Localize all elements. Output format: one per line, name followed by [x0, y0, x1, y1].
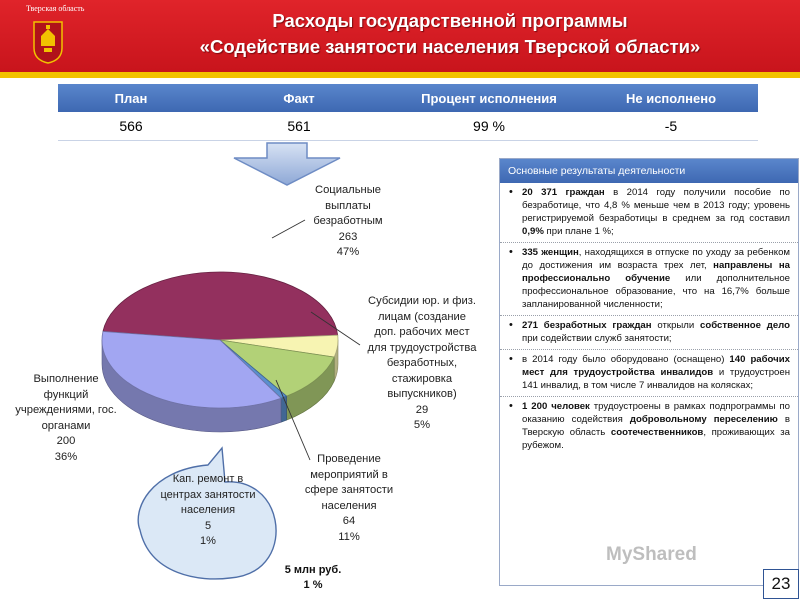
bold-text: 271 безработных граждан — [522, 320, 652, 331]
slice-label-repair — [152, 472, 264, 550]
bold-text: 335 женщин — [522, 247, 579, 258]
slice-label-events — [296, 452, 402, 545]
bold-text: 20 371 граждан — [522, 187, 605, 198]
label-line: доп. рабочих мест — [374, 326, 470, 338]
column-header-percent: Процент исполнения — [394, 84, 584, 112]
percent-label: 11% — [338, 530, 360, 543]
budget-annotation — [268, 563, 358, 593]
slice-label-social — [300, 183, 396, 261]
percent-label: 36% — [54, 450, 78, 463]
label-line: Социальные — [315, 184, 381, 196]
list-item — [500, 350, 798, 397]
percent-label: 47% — [336, 246, 360, 258]
column-header-fact: Факт — [204, 84, 394, 112]
list-item — [500, 397, 798, 456]
region-label: Тверская область — [26, 4, 85, 13]
text: , находящихся в отпуске по уходу за ребенком до достижения им возраста трех лет, — [522, 247, 790, 271]
label-line: Кап. ремонт в — [172, 473, 244, 485]
cell-plan: 566 — [58, 112, 204, 141]
cell-percent: 99 % — [394, 112, 584, 141]
text: при плане 1 %; — [543, 226, 614, 237]
column-header-unfulfilled: Не исполнено — [584, 84, 758, 112]
label-line: населения — [180, 504, 236, 516]
page-number: 23 — [763, 569, 799, 599]
title-line-2: «Содействие занятости населения Тверской области» — [199, 36, 701, 57]
cell-fact: 561 — [204, 112, 394, 141]
label-line: населения — [321, 499, 377, 512]
pie-slice-0 — [103, 272, 338, 340]
annotation-line: 5 млн руб. — [284, 564, 342, 576]
percent-label: 5% — [413, 419, 431, 431]
header-stripe — [0, 72, 800, 78]
label-line: выпускников) — [387, 388, 457, 400]
column-header-plan: План — [58, 84, 204, 112]
label-line: безработных, — [386, 357, 458, 369]
label-line: Проведение — [317, 453, 381, 465]
text: и трудоустроен 141 инвалид, в том числе 7 инвалидов на колясках; — [522, 367, 791, 391]
text: , проживающих за рубежом. — [522, 427, 790, 451]
results-panel — [499, 158, 799, 586]
title-line-1: Расходы государственной программы — [272, 10, 628, 31]
label-line: функций — [43, 388, 89, 401]
table-row — [58, 112, 758, 141]
bold-text: добровольному переселению — [629, 414, 778, 425]
label-line: центрах занятости — [160, 488, 256, 501]
percent-label: 1% — [200, 535, 216, 547]
value-label: 29 — [415, 403, 429, 416]
bold-text: соотечественников — [610, 427, 704, 438]
bold-text: собственное дело — [700, 320, 790, 331]
value-label: 5 — [204, 519, 212, 532]
label-line: безработным — [313, 215, 383, 227]
value-label: 64 — [342, 515, 356, 527]
text: в 2014 году было оборудовано (оснащено) — [522, 354, 730, 365]
text: открыли — [651, 320, 701, 331]
page-title — [110, 8, 790, 60]
results-title: Основные результаты деятельности — [500, 159, 798, 183]
label-line: учреждениями, гос. — [15, 404, 117, 416]
table-header-row — [58, 84, 758, 112]
bold-text: 0,9% — [522, 226, 544, 237]
label-line: мероприятий в — [310, 468, 388, 481]
value-label: 263 — [338, 230, 358, 243]
results-list — [500, 183, 798, 456]
slice-label-subsidies — [354, 294, 490, 434]
text: трудоустроены в рамках подпрограммы по оказанию содействия — [522, 401, 790, 425]
pie-side-3 — [281, 396, 287, 422]
text: в Тверскую область — [522, 414, 790, 438]
label-line: органами — [41, 419, 91, 432]
label-line: сфере занятости — [304, 484, 394, 496]
label-line: для трудоустройства — [367, 341, 477, 354]
cell-unfulfilled: -5 — [584, 112, 758, 141]
slice-label-functions — [2, 372, 130, 465]
label-line: Субсидии юр. и физ. — [368, 295, 476, 307]
annotation-line: 1 % — [303, 579, 323, 591]
watermark: MyShared — [606, 544, 697, 565]
text: или дополнительное профессиональное образование, что на 16,7% больше запланированной численности; — [522, 273, 790, 310]
list-item — [500, 316, 798, 350]
coat-of-arms-icon — [32, 20, 64, 64]
label-line: Выполнение — [33, 373, 99, 385]
text: при содействии служб занятости; — [522, 333, 672, 344]
list-item — [500, 183, 798, 243]
label-line: стажировка — [391, 372, 453, 385]
bold-text: 140 рабочих мест для трудоустройства инвалидов — [522, 354, 790, 378]
list-item — [500, 243, 798, 316]
label-line: лицам (создание — [377, 310, 467, 323]
value-label: 200 — [56, 435, 76, 447]
text: в 2014 году получили пособие по безработице, что 4,8 % меньше чем в 2013 году; уровень регистрируемой безработицы в среднем за год составил — [522, 187, 790, 224]
bold-text: направлены на профессионально обучение — [522, 260, 791, 284]
label-line: выплаты — [325, 199, 371, 212]
plan-fact-table — [58, 84, 758, 141]
bold-text: 1 200 человек — [522, 401, 590, 412]
